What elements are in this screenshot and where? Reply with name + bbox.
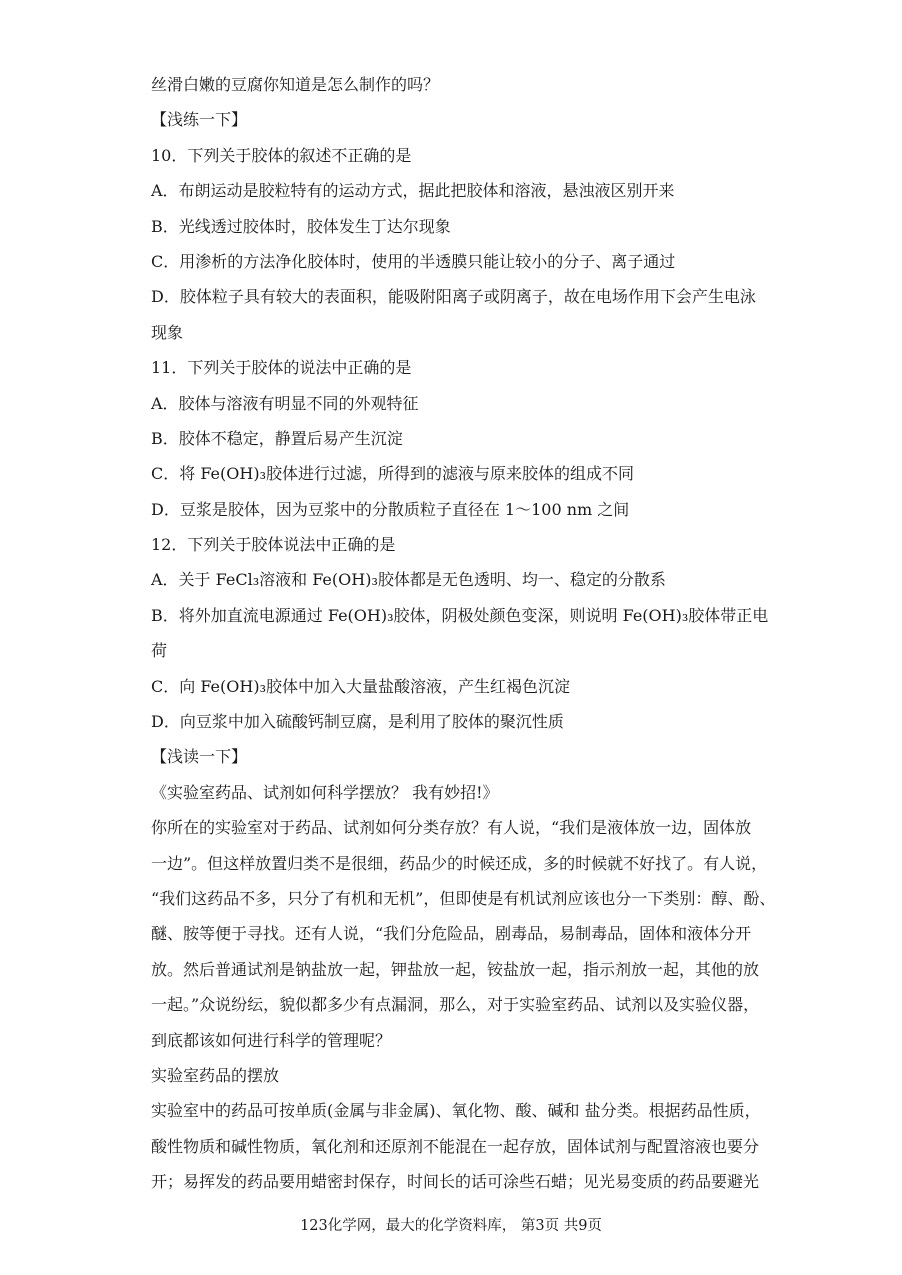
section-heading-practice: 【浅练一下】	[151, 110, 248, 130]
article-paragraph-line: 一起。”众说纷纭，貌似都多少有点漏洞，那么，对于实验室药品、试剂以及实验仪器，	[151, 995, 760, 1015]
question-11-stem: 11．下列关于胶体的说法中正确的是	[151, 358, 412, 378]
section-heading-reading: 【浅读一下】	[151, 747, 248, 767]
question-10-stem: 10．下列关于胶体的叙述不正确的是	[151, 145, 412, 165]
article-paragraph-line: 到底都该如何进行科学的管理呢？	[151, 1030, 392, 1050]
question-11-option-c: C．将 Fe(OH)₃胶体进行过滤，所得到的滤液与原来胶体的组成不同	[151, 464, 634, 484]
article-paragraph-line: 放。然后普通试剂是钠盐放一起，钾盐放一起，铵盐放一起，指示剂放一起，其他的放	[151, 959, 760, 979]
question-10-option-d-cont: 现象	[151, 322, 184, 342]
article-paragraph-line: 开；易挥发的药品要用蜡密封保存，时间长的话可涂些石蜡；见光易变质的药品要避光	[151, 1172, 760, 1192]
article-paragraph-line: 酸性物质和碱性物质，氧化剂和还原剂不能混在一起存放，固体试剂与配置溶液也要分	[151, 1136, 760, 1156]
article-paragraph-line: 醚、胺等便于寻找。还有人说，“我们分危险品，剧毒品，易制毒品，固体和液体分开	[151, 924, 752, 944]
article-paragraph-line: 你所在的实验室对于药品、试剂如何分类存放？有人说，“我们是液体放一边，固体放	[151, 818, 752, 838]
question-10-option-c: C．用渗析的方法净化胶体时，使用的半透膜只能让较小的分子、离子通过	[151, 251, 676, 271]
article-subheading: 实验室药品的摆放	[151, 1065, 280, 1085]
intro-question: 丝滑白嫩的豆腐你知道是怎么制作的吗？	[151, 75, 440, 94]
question-11-option-b: B．胶体不稳定，静置后易产生沉淀	[151, 428, 403, 448]
question-12-option-c: C．向 Fe(OH)₃胶体中加入大量盐酸溶液，产生红褐色沉淀	[151, 676, 570, 696]
article-paragraph-line: “我们这药品不多，只分了有机和无机”，但即使是有机试剂应该也分一下类别：醇、酚、	[151, 888, 776, 908]
question-11-option-a: A．胶体与溶液有明显不同的外观特征	[151, 393, 419, 413]
question-10-option-b: B．光线透过胶体时，胶体发生丁达尔现象	[151, 216, 451, 236]
question-12-stem: 12．下列关于胶体说法中正确的是	[151, 535, 396, 555]
article-paragraph-line: 一边”。但这样放置归类不是很细，药品少的时候还成，多的时候就不好找了。有人说，	[151, 853, 768, 873]
question-12-option-a: A．关于 FeCl₃溶液和 Fe(OH)₃胶体都是无色透明、均一、稳定的分散系	[151, 570, 666, 590]
article-paragraph-line: 实验室中的药品可按单质(金属与非金属)、氧化物、酸、碱和 盐分类。根据药品性质，	[151, 1101, 761, 1121]
question-12-option-b: B．将外加直流电源通过 Fe(OH)₃胶体，阴极处颜色变深，则说明 Fe(OH)₃胶体带正电	[151, 605, 769, 625]
question-11-option-d: D．豆浆是胶体，因为豆浆中的分散质粒子直径在 1～100 nm 之间	[151, 499, 630, 519]
question-12-option-d: D．向豆浆中加入硫酸钙制豆腐，是利用了胶体的聚沉性质	[151, 712, 564, 732]
question-10-option-d: D．胶体粒子具有较大的表面积，能吸附阳离子或阴离子，故在电场作用下会产生电泳	[151, 287, 756, 307]
question-12-option-b-cont: 荷	[151, 641, 168, 661]
document-body	[151, 67, 776, 1200]
article-title: 《实验室药品、试剂如何科学摆放？ 我有妙招!》	[151, 782, 499, 802]
question-10-option-a: A．布朗运动是胶粒特有的运动方式，据此把胶体和溶液，悬浊液区别开来	[151, 181, 675, 201]
page-footer: 123化学网，最大的化学资料库， 第3页 共9页	[300, 1218, 602, 1234]
